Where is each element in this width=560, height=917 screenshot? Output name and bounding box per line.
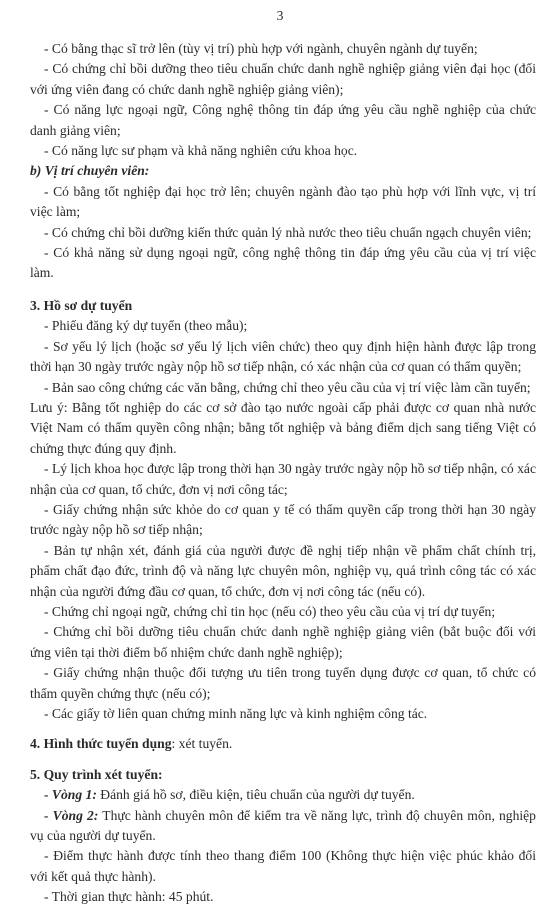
list-item: - Có chứng chỉ bồi dưỡng theo tiêu chuẩn chức danh nghề nghiệp giảng viên đại học (đối với ứng viên đang có chức danh nghề nghiệp giảng viên); xyxy=(30,61,536,97)
list-item: - Có năng lực sư phạm và khả năng nghiên cứu khoa học. xyxy=(44,143,358,159)
list-item: - Thời gian thực hành: 45 phút. xyxy=(44,889,214,905)
list-item: - Giấy chứng nhận sức khỏe do cơ quan y tế có thẩm quyền cấp trong thời hạn 30 ngày trước ngày nộp hồ sơ tiếp nhận; xyxy=(30,501,536,538)
section-4-heading: 4. Hình thức tuyển dụng xyxy=(30,736,172,752)
list-item: - Điểm thực hành được tính theo thang điểm 100 (Không thực hiện việc phúc khảo đối với kết quả thực hành). xyxy=(30,848,536,884)
list-item: - Bản tự nhận xét, đánh giá của người được đề nghị tiếp nhận về phẩm chất chính trị, phẩm chất đạo đức, trình độ và năng lực chuyên môn, nghiệp vụ, quá trình công tác có xác nhận của người đứng đầu cơ quan, tổ chức, đơn vị nơi công tác (nếu có). xyxy=(30,542,536,599)
round-1-label: - Vòng 1: xyxy=(44,787,97,803)
round-2-label: - Vòng 2: xyxy=(44,807,99,823)
section-4-text: : xét tuyển. xyxy=(171,736,233,752)
round-2-text: Thực hành chuyên môn để kiểm tra về năng lực, trình độ chuyên môn, nghiệp vụ của người dự tuyển. xyxy=(30,807,536,844)
list-item: - Phiếu đăng ký dự tuyển (theo mẫu); xyxy=(44,318,248,334)
section-5-heading: 5. Quy trình xét tuyển: xyxy=(30,766,163,782)
list-item: - Có khả năng sử dụng ngoại ngữ, công nghệ thông tin đáp ứng yêu cầu của vị trí việc làm. xyxy=(30,245,536,281)
list-item: - Chứng chỉ bồi dưỡng tiêu chuẩn chức danh nghề nghiệp giảng viên (bắt buộc đối với ứng viên tại thời điểm bổ nhiệm chức danh nghề nghiệp); xyxy=(30,624,536,660)
list-item: - Chứng chỉ ngoại ngữ, chứng chỉ tin học (nếu có) theo yêu cầu của vị trí dự tuyển; xyxy=(44,603,496,619)
list-item: - Có bằng tốt nghiệp đại học trở lên; chuyên ngành đào tạo phù hợp với lĩnh vực, vị trí việc làm; xyxy=(30,183,536,220)
spacer xyxy=(30,724,536,734)
spacer xyxy=(30,755,536,765)
round-1-text: Đánh giá hồ sơ, điều kiện, tiêu chuẩn của người dự tuyển. xyxy=(96,787,415,803)
list-item: - Sơ yếu lý lịch (hoặc sơ yếu lý lịch viên chức) theo quy định hiện hành được lập trong thời hạn 30 ngày trước ngày nộp hồ sơ tiếp nhận, có xác nhận của cơ quan có thẩm quyền; xyxy=(30,338,536,375)
section-4-paragraph xyxy=(30,734,536,754)
round-1-paragraph xyxy=(30,785,536,805)
section-3-heading: 3. Hồ sơ dự tuyển xyxy=(30,297,133,313)
list-item: - Có chứng chỉ bồi dưỡng kiến thức quản lý nhà nước theo tiêu chuẩn ngạch chuyên viên; xyxy=(44,224,532,240)
note-paragraph: Lưu ý: Bằng tốt nghiệp do các cơ sở đào tạo nước ngoài cấp phải được cơ quan nhà nước Việt Nam có thẩm quyền công nhận; bằng tốt nghiệp và bảng điểm dịch sang tiếng Việt có chứng thực đúng quy định. xyxy=(30,399,536,456)
list-item: - Giấy chứng nhận thuộc đối tượng ưu tiên trong tuyển dụng được cơ quan, tổ chức có thẩm quyền chứng thực (nếu có); xyxy=(30,665,536,701)
list-item: - Có bằng thạc sĩ trở lên (tùy vị trí) phù hợp với ngành, chuyên ngành dự tuyển; xyxy=(44,41,478,56)
spacer xyxy=(30,284,536,296)
round-2-paragraph xyxy=(30,806,536,847)
section-b-heading: b) Vị trí chuyên viên: xyxy=(30,163,150,179)
document-body xyxy=(30,39,536,908)
list-item: - Có năng lực ngoại ngữ, Công nghệ thông tin đáp ứng yêu cầu nghề nghiệp của chức danh giảng viên; xyxy=(30,102,536,138)
list-item: - Các giấy tờ liên quan chứng minh năng lực và kinh nghiệm công tác. xyxy=(44,706,428,721)
list-item: - Bản sao công chứng các văn bằng, chứng chỉ theo yêu cầu của vị trí việc làm cần tuyển; xyxy=(44,379,531,395)
page-number: 3 xyxy=(276,8,284,23)
list-item: - Lý lịch khoa học được lập trong thời hạn 30 ngày trước ngày nộp hồ sơ tiếp nhận, có xác nhận của cơ quan, tổ chức, đơn vị nơi công tác; xyxy=(30,461,536,497)
